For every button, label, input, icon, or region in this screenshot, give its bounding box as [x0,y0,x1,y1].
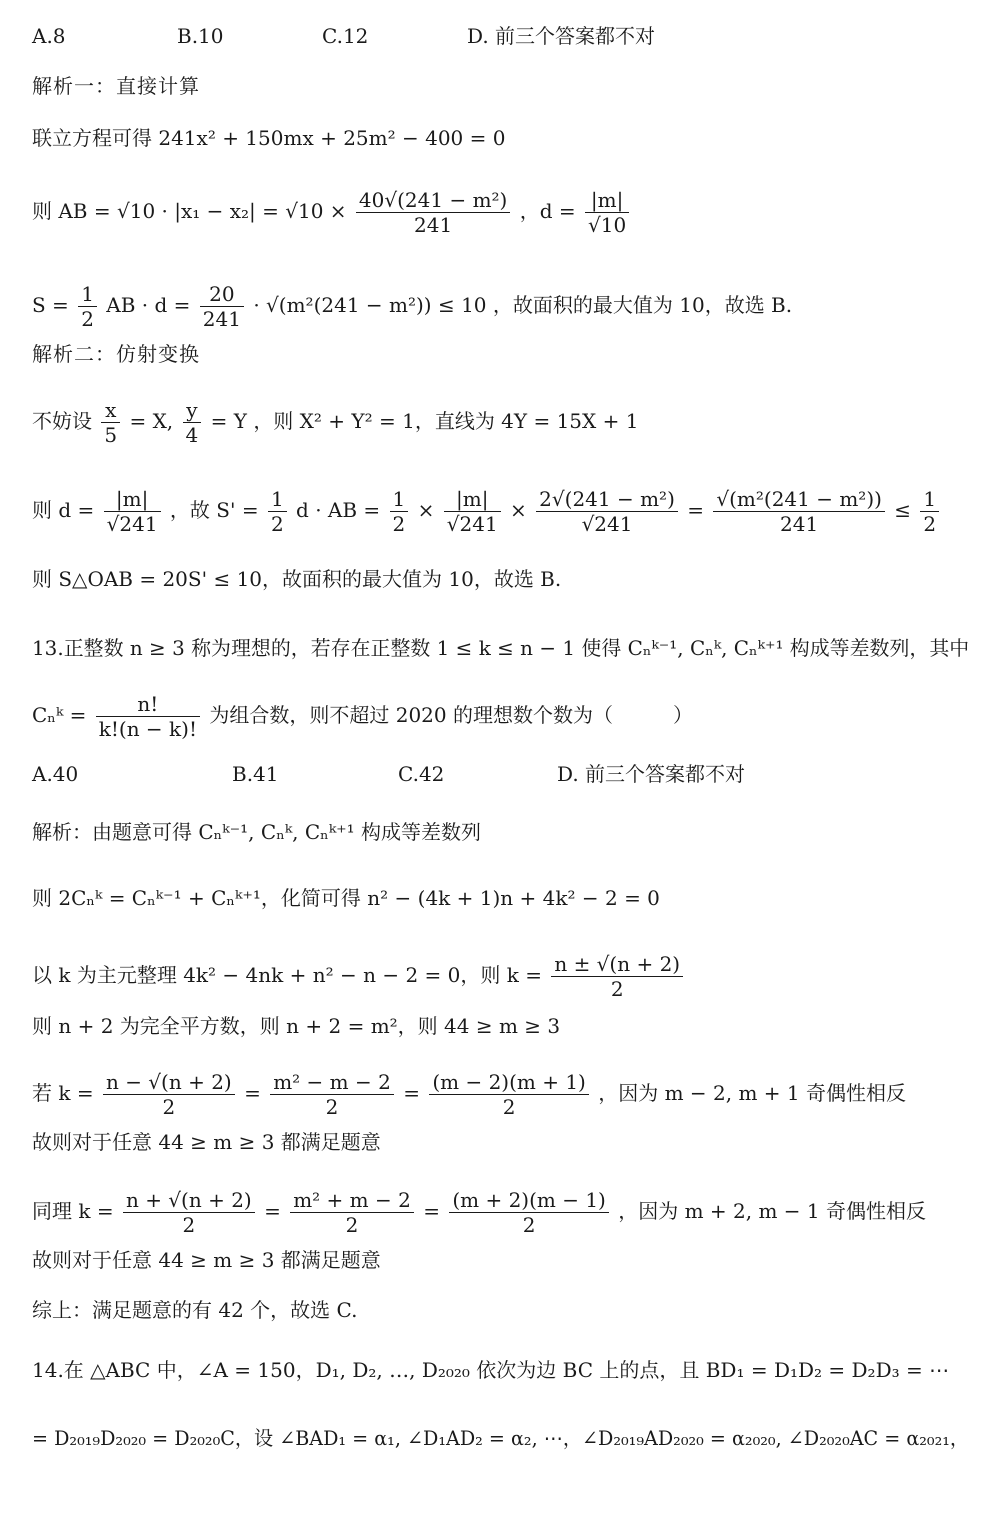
solution1-line2 [32,188,632,237]
fraction [390,487,409,536]
equation: ，d = [519,199,576,223]
numerator: 2√(241 − m²) [536,487,678,512]
fraction [444,487,501,536]
text: ，因为 m + 2, m − 1 奇偶性相反 [618,1199,926,1223]
q13-solution-line2: 则 2Cₙᵏ = Cₙᵏ⁻¹ + Cₙᵏ⁺¹，化简可得 n² − (4k + 1)n + 4k² − 2 = 0 [32,886,660,910]
solution2-line3: 则 S△OAB = 20S' ≤ 10，故面积的最大值为 10，故选 B. [32,567,562,591]
equation: Cₙᵏ = [32,703,87,727]
fraction [123,1188,255,1237]
q13-solution-line1: 解析：由题意可得 Cₙᵏ⁻¹, Cₙᵏ, Cₙᵏ⁺¹ 构成等差数列 [32,820,482,844]
denominator: √241 [581,512,633,536]
numerator: n ± √(n + 2) [551,952,683,977]
equation: d · AB = [296,498,381,522]
denominator: 2 [923,512,937,536]
denominator: 2 [325,1095,339,1119]
numerator: 1 [268,487,287,512]
fraction [920,487,939,536]
equation: = X, [129,409,174,433]
q13-stem-line2 [32,692,693,741]
operator: = [403,1081,420,1105]
equation: 若 k = [32,1081,94,1105]
text: ，则 X² + Y² = 1，直线为 4Y = 15X + 1 [253,409,639,433]
numerator: √(m²(241 − m²)) [713,487,885,512]
q13-solution-line7 [32,1188,926,1237]
denominator: 241 [202,307,241,331]
denominator: 2 [610,977,624,1001]
denominator: 4 [185,423,199,447]
numerator: (m + 2)(m − 1) [449,1188,609,1213]
numerator: n + √(n + 2) [123,1188,255,1213]
numerator: m² − m − 2 [270,1070,394,1095]
option-d: D. 前三个答案都不对 [467,24,656,48]
denominator: 2 [182,1213,196,1237]
operator: × [510,498,527,522]
numerator: |m| [104,487,161,512]
option-d: D. 前三个答案都不对 [557,762,746,786]
equation: S = [32,293,69,317]
fraction [585,188,629,237]
equation: 同理 k = [32,1199,114,1223]
numerator: 1 [920,487,939,512]
denominator: √241 [446,512,498,536]
denominator: k!(n − k)! [98,717,198,741]
denominator: 5 [104,423,118,447]
fraction [536,487,678,536]
equation: AB = √10 · |x₁ − x₂| = √10 × [58,199,347,223]
text: 不妨设 [32,409,92,433]
q13-options [32,760,932,788]
numerator: m² + m − 2 [290,1188,414,1213]
solution2-line1 [32,398,638,447]
fraction [200,282,244,331]
denominator: 2 [522,1213,536,1237]
denominator: 2 [81,307,94,331]
option-a: A.8 [32,24,66,48]
fraction [268,487,287,536]
fraction [103,1070,235,1119]
fraction [429,1070,589,1119]
text: ，故面积的最大值为 10，故选 B. [492,293,793,317]
fraction [356,188,510,237]
numerator: n − √(n + 2) [103,1070,235,1095]
numerator: 20 [200,282,244,307]
fraction [96,692,200,741]
option-c: C.42 [398,762,445,786]
operator: ≤ [894,498,912,522]
text: 则 d = [32,498,95,522]
operator: × [417,498,435,522]
option-c: C.12 [322,24,369,48]
numerator: 1 [78,282,97,307]
numerator: n! [96,692,200,717]
solution1-line1 [32,124,505,152]
text: 则 [32,199,52,223]
q13-solution-line3 [32,952,686,1001]
q13-stem-line1: 13.正整数 n ≥ 3 称为理想的，若存在正整数 1 ≤ k ≤ n − 1 使得 Cₙᵏ⁻¹, Cₙᵏ, Cₙᵏ⁺¹ 构成等差数列，其中 [32,636,970,660]
q13-solution-line5 [32,1070,906,1119]
equation: 241x² + 150mx + 25m² − 400 = 0 [158,126,506,150]
operator: = [244,1081,261,1105]
option-b: B.41 [232,762,279,786]
equation: AB · d = [106,293,191,317]
fraction [551,952,683,1001]
solution2-heading: 解析二：仿射变换 [32,342,200,366]
denominator: 2 [392,512,406,536]
option-b: B.10 [177,24,224,48]
equation: = Y [210,409,247,433]
denominator: 241 [414,213,453,237]
q14-stem-line1: 14.在 △ABC 中，∠A = 150，D₁, D₂, …, D₂₀₂₀ 依次为边 BC 上的点，且 BD₁ = D₁D₂ = D₂D₃ = ⋯ [32,1358,950,1382]
fraction [183,398,202,447]
denominator: 2 [162,1095,176,1119]
solution2-line2 [32,487,942,536]
text: 联立方程可得 [32,126,152,150]
numerator: |m| [585,188,629,213]
solution1-heading: 解析一：直接计算 [32,74,200,98]
numerator: y [183,398,202,423]
solution1-line3 [32,282,792,331]
fraction [104,487,161,536]
numerator: x [101,398,120,423]
q12-options [32,22,932,50]
q14-stem-line2: = D₂₀₁₉D₂₀₂₀ = D₂₀₂₀C，设 ∠BAD₁ = α₁, ∠D₁AD₂ = α₂, ⋯，∠D₂₀₁₉AD₂₀₂₀ = α₂₀₂₀, ∠D₂₀₂₀AC = α₂₀₂₁， [32,1426,970,1450]
operator: = [264,1199,281,1223]
numerator: |m| [444,487,501,512]
equation: · √(m²(241 − m²)) ≤ 10 [253,293,487,317]
numerator: 40√(241 − m²) [356,188,510,213]
denominator: 2 [270,512,284,536]
text: 为组合数，则不超过 2020 的理想数个数为（ ） [209,703,693,727]
q13-solution-line8: 故则对于任意 44 ≥ m ≥ 3 都满足题意 [32,1248,381,1272]
text: ，因为 m − 2, m + 1 奇偶性相反 [598,1081,906,1105]
operator: = [687,498,704,522]
numerator: 1 [390,487,409,512]
q13-solution-line6: 故则对于任意 44 ≥ m ≥ 3 都满足题意 [32,1130,381,1154]
operator: = [423,1199,440,1223]
fraction [78,282,97,331]
equation: 以 k 为主元整理 4k² − 4nk + n² − n − 2 = 0，则 k = [32,963,542,987]
q13-solution-line9: 综上：满足题意的有 42 个，故选 C. [32,1298,358,1322]
denominator: 2 [345,1213,359,1237]
q13-solution-line4: 则 n + 2 为完全平方数，则 n + 2 = m²，则 44 ≥ m ≥ 3 [32,1014,561,1038]
fraction [270,1070,394,1119]
fraction [290,1188,414,1237]
fraction [713,487,885,536]
numerator: (m − 2)(m + 1) [429,1070,589,1095]
option-a: A.40 [32,762,79,786]
fraction [449,1188,609,1237]
denominator: √10 [588,213,627,237]
fraction [101,398,120,447]
denominator: 241 [780,512,819,536]
denominator: 2 [502,1095,516,1119]
text: ，故 S' = [169,498,259,522]
denominator: √241 [106,512,158,536]
